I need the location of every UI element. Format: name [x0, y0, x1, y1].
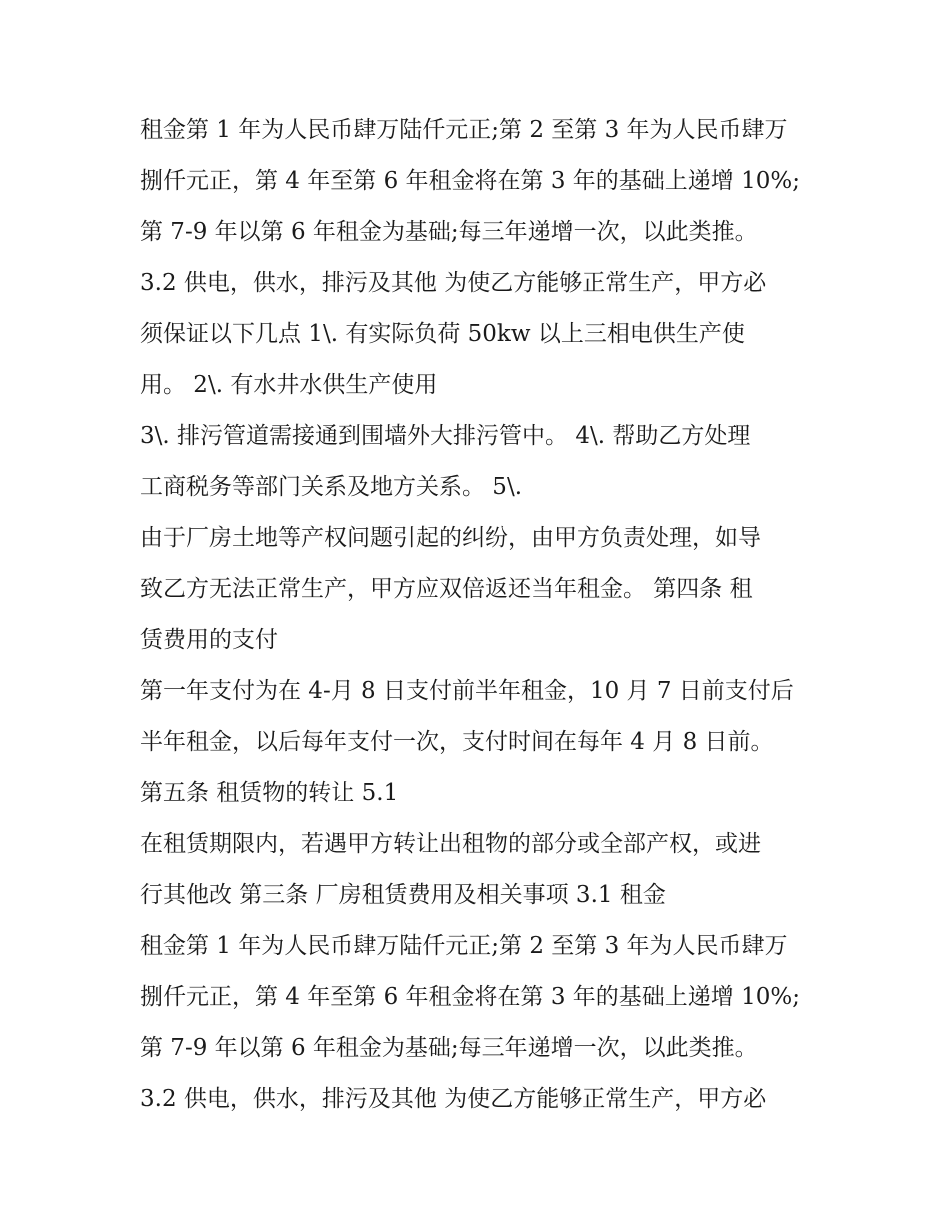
text-line-12: 第一年支付为在 4-月 8 日支付前半年租金，10 月 7 日前支付后	[140, 678, 794, 704]
text-line-6: 用。 2\. 有水井水供生产使用	[140, 372, 438, 398]
text-line-7: 3\. 排污管道需接通到围墙外大排污管中。 4\. 帮助乙方处理	[140, 423, 751, 449]
text-line-9: 由于厂房土地等产权问题引起的纠纷，由甲方负责处理，如导	[140, 525, 761, 551]
text-line-13: 半年租金，以后每年支付一次，支付时间在每年 4 月 8 日前。	[140, 729, 774, 755]
text-line-15: 在租赁期限内，若遇甲方转让出租物的部分或全部产权，或进	[140, 831, 761, 857]
text-line-3: 第 7-9 年以第 6 年租金为基础;每三年递增一次，以此类推。	[140, 219, 758, 245]
text-line-17: 租金第 1 年为人民币肆万陆仟元正;第 2 至第 3 年为人民币肆万	[140, 933, 788, 959]
text-line-19: 第 7-9 年以第 6 年租金为基础;每三年递增一次，以此类推。	[140, 1035, 758, 1061]
text-line-1: 租金第 1 年为人民币肆万陆仟元正;第 2 至第 3 年为人民币肆万	[140, 117, 788, 143]
text-line-2: 捌仟元正，第 4 年至第 6 年租金将在第 3 年的基础上递增 10%;	[140, 168, 800, 194]
text-line-5: 须保证以下几点 1\. 有实际负荷 50kw 以上三相电供生产使	[140, 321, 745, 347]
text-line-8: 工商税务等部门关系及地方关系。 5\.	[140, 474, 523, 500]
text-line-18: 捌仟元正，第 4 年至第 6 年租金将在第 3 年的基础上递增 10%;	[140, 984, 800, 1010]
text-line-10: 致乙方无法正常生产，甲方应双倍返还当年租金。 第四条 租	[140, 576, 753, 602]
text-line-11: 赁费用的支付	[140, 627, 278, 653]
text-line-14: 第五条 租赁物的转让 5.1	[140, 780, 399, 806]
document-body	[140, 105, 830, 1125]
text-line-16: 行其他改 第三条 厂房租赁费用及相关事项 3.1 租金	[140, 882, 666, 908]
text-line-20: 3.2 供电，供水，排污及其他 为使乙方能够正常生产，甲方必	[140, 1086, 767, 1112]
text-line-4: 3.2 供电，供水，排污及其他 为使乙方能够正常生产，甲方必	[140, 270, 767, 296]
